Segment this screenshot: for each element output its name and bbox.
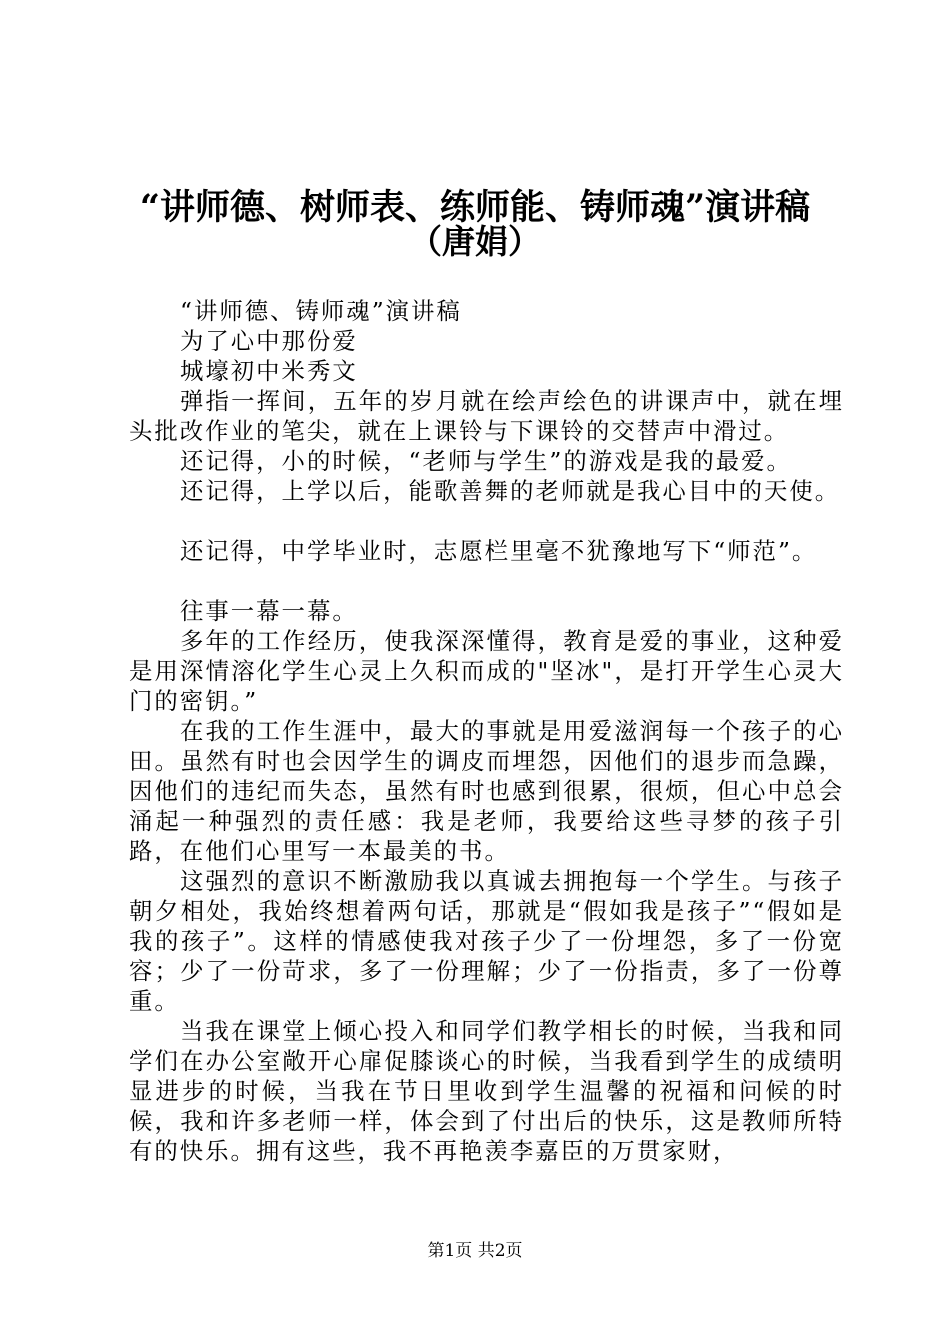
body-paragraph: 往事一幕一幕。 [180, 597, 358, 625]
body-paragraph: 这强烈的意识不断激励我以真诚去拥抱每一个学生。与孩子朝夕相处，我始终想着两句话，那就是“假如我是孩子”“假如是我的孩子”。这样的情感使我对孩子少了一份埋怨，多了一份宽容；少了一份苛求，多了一份理解；少了一份指责，多了一份尊重。 [129, 867, 844, 1015]
document-title: “讲师德、树师表、练师能、铸师魂”演讲稿 [139, 187, 811, 228]
subtitle-paragraph: “讲师德、铸师魂”演讲稿 [180, 297, 462, 325]
speech-title-paragraph: 为了心中那份爱 [180, 327, 358, 355]
document-title-author: （唐娟） [409, 222, 541, 261]
body-paragraph: 弹指一挥间，五年的岁月就在绘声绘色的讲课声中，就在埋头批改作业的笔尖，就在上课铃与下课铃的交替声中滑过。 [129, 387, 844, 445]
body-paragraph: 还记得，中学毕业时，志愿栏里毫不犹豫地写下“师范”。 [180, 537, 818, 565]
page-footer: 第1页 共2页 [427, 1241, 523, 1261]
body-paragraph: 还记得，上学以后，能歌善舞的老师就是我心目中的天使。 [180, 477, 841, 505]
body-paragraph: 多年的工作经历，使我深深懂得，教育是爱的事业，这种爱是用深情溶化学生心灵上久积而成的"坚冰"，是打开学生心灵大门的密钥。” [129, 627, 844, 715]
author-paragraph: 城壕初中米秀文 [180, 357, 358, 385]
body-paragraph: 当我在课堂上倾心投入和同学们教学相长的时候，当我和同学们在办公室敞开心扉促膝谈心的时候，当我看到学生的成绩明显进步的时候，当我在节日里收到学生温馨的祝福和问候的时候，我和许多老师一样，体会到了付出后的快乐，这是教师所特有的快乐。拥有这些，我不再艳羡李嘉臣的万贯家财， [129, 1017, 844, 1165]
body-paragraph: 在我的工作生涯中，最大的事就是用爱滋润每一个孩子的心田。虽然有时也会因学生的调皮而埋怨，因他们的退步而急躁，因他们的违纪而失态，虽然有时也感到很累，很烦，但心中总会涌起一种强烈的责任感：我是老师，我要给这些寻梦的孩子引路，在他们心里写一本最美的书。 [129, 717, 844, 865]
document-body [129, 296, 844, 1166]
body-paragraph: 还记得，小的时候，“老师与学生”的游戏是我的最爱。 [180, 447, 792, 475]
